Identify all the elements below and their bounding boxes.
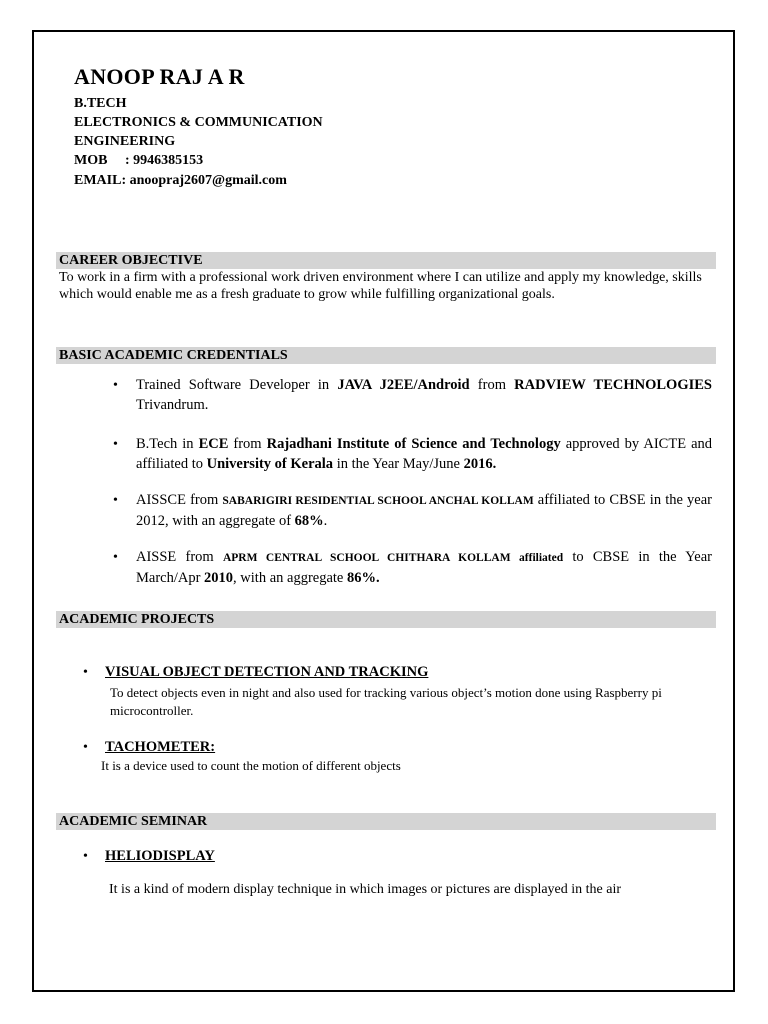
credential-item: AISSCE from SABARIGIRI RESIDENTIAL SCHOOL ANCHAL KOLLAM affiliated to CBSE in the year 2012, with an aggregate of 68%.	[136, 492, 712, 529]
credential-item: B.Tech in ECE from Rajadhani Institute of Science and Technology approved by AICTE and affiliated to University of Kerala in the Year May/June 2016.	[136, 436, 713, 472]
seminar-description: It is a kind of modern display technique in which images or pictures are displayed in the air	[109, 882, 622, 897]
career-objective-text: To work in a firm with a professional work driven environment where I can utilize and apply my knowledge, skills which would enable me as a fresh graduate to grow while fulfilling organizational goals.	[59, 270, 702, 302]
candidate-name: ANOOP RAJ A R	[74, 64, 245, 89]
project-description: microcontroller.	[110, 703, 194, 718]
branch-line-1: ELECTRONICS & COMMUNICATION	[74, 115, 323, 130]
section-heading-academic-projects: ACADEMIC PROJECTS	[56, 611, 716, 628]
bullet-icon: •	[113, 378, 118, 393]
bullet-icon: •	[113, 493, 118, 508]
project-title: TACHOMETER:	[105, 739, 216, 755]
branch-line-2: ENGINEERING	[74, 134, 176, 149]
seminar-title: HELIODISPLAY	[105, 848, 215, 864]
section-heading-academic-seminar: ACADEMIC SEMINAR	[56, 813, 716, 830]
project-description: To detect objects even in night and also used for tracking various object’s motion done using Raspberry pi	[110, 685, 662, 700]
section-heading-academic-credentials: BASIC ACADEMIC CREDENTIALS	[56, 347, 716, 364]
project-title: VISUAL OBJECT DETECTION AND TRACKING	[105, 664, 429, 680]
degree: B.TECH	[74, 96, 127, 111]
credential-item: AISSE from APRM CENTRAL SCHOOL CHITHARA KOLLAM affiliated to CBSE in the Year March/Apr 2010, with an aggregate 86%.	[136, 549, 713, 586]
mobile-number: MOB : 9946385153	[74, 153, 204, 168]
bullet-icon: •	[83, 849, 88, 864]
bullet-icon: •	[83, 740, 88, 755]
bullet-icon: •	[113, 437, 118, 452]
bullet-icon: •	[113, 550, 118, 565]
credential-item: Trained Software Developer in JAVA J2EE/Android from RADVIEW TECHNOLOGIES Trivandrum.	[136, 377, 712, 413]
project-description: It is a device used to count the motion of different objects	[101, 758, 401, 773]
bullet-icon: •	[83, 665, 88, 680]
section-heading-career-objective: CAREER OBJECTIVE	[56, 252, 716, 269]
email-address: EMAIL: anoopraj2607@gmail.com	[74, 173, 287, 188]
